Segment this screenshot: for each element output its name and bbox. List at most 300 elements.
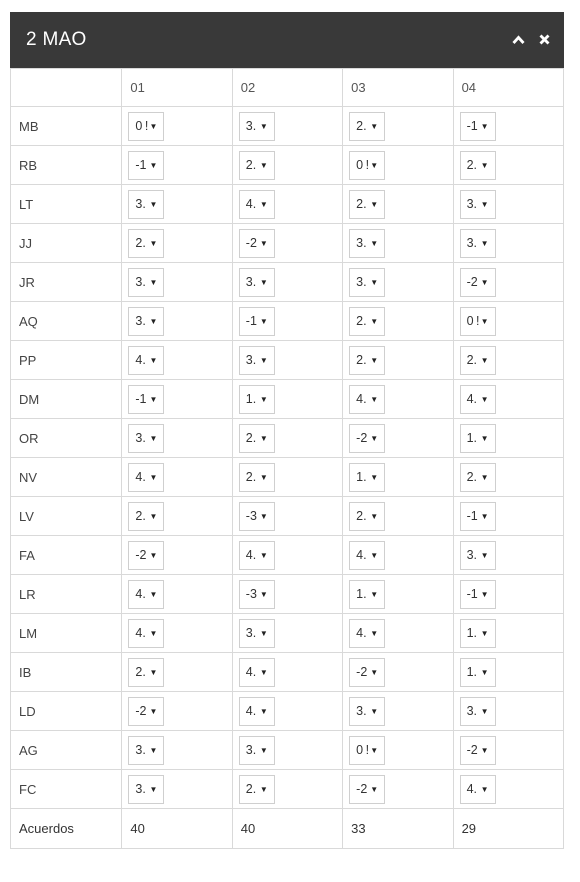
score-cell	[232, 536, 342, 575]
score-select-value: 2.	[356, 119, 367, 133]
score-select[interactable]	[128, 736, 164, 765]
score-cell	[122, 107, 232, 146]
score-select[interactable]	[460, 775, 496, 804]
score-cell	[453, 536, 563, 575]
score-select-value: -2	[466, 275, 478, 289]
score-select[interactable]	[239, 151, 275, 180]
dropdown-arrow-icon: ▼	[149, 121, 158, 131]
score-cell	[122, 458, 232, 497]
score-select-value: 3.	[135, 743, 146, 757]
score-cell	[453, 419, 563, 458]
score-cell	[232, 302, 342, 341]
close-icon[interactable]	[539, 33, 550, 48]
score-cell	[122, 185, 232, 224]
score-select-value: 0 !	[466, 314, 480, 328]
dropdown-arrow-icon: ▼	[370, 199, 379, 209]
score-select[interactable]	[128, 268, 164, 297]
totals-label: Acuerdos	[11, 809, 122, 849]
score-select-value: 4.	[245, 197, 257, 211]
score-select-value: -1	[135, 158, 147, 172]
row-label: JR	[11, 263, 122, 302]
score-select[interactable]	[239, 619, 275, 648]
score-select[interactable]	[460, 112, 496, 141]
dropdown-arrow-icon: ▼	[149, 433, 158, 443]
dropdown-arrow-icon: ▼	[370, 550, 379, 560]
row-label: LT	[11, 185, 122, 224]
column-header: 02	[232, 69, 342, 107]
dropdown-arrow-icon: ▼	[370, 628, 379, 638]
row-label: AQ	[11, 302, 122, 341]
score-cell	[343, 497, 453, 536]
totals-row	[11, 809, 564, 849]
score-select[interactable]	[460, 619, 496, 648]
score-cell	[122, 575, 232, 614]
score-select[interactable]	[460, 463, 496, 492]
score-select[interactable]	[128, 619, 164, 648]
chevron-up-icon[interactable]	[512, 33, 525, 48]
dropdown-arrow-icon: ▼	[259, 433, 268, 443]
row-label: FC	[11, 770, 122, 809]
score-select[interactable]	[460, 736, 496, 765]
dropdown-arrow-icon: ▼	[149, 745, 158, 755]
dropdown-arrow-icon: ▼	[370, 706, 379, 716]
score-cell	[343, 224, 453, 263]
dropdown-arrow-icon: ▼	[259, 589, 268, 599]
score-cell	[453, 575, 563, 614]
dropdown-arrow-icon: ▼	[149, 589, 158, 599]
score-select-value: 2.	[245, 470, 257, 484]
score-select[interactable]	[349, 736, 385, 765]
score-cell	[343, 341, 453, 380]
score-cell	[453, 731, 563, 770]
score-cell	[232, 692, 342, 731]
dropdown-arrow-icon: ▼	[259, 199, 268, 209]
row-label: MB	[11, 107, 122, 146]
score-cell	[453, 770, 563, 809]
score-select[interactable]	[239, 541, 275, 570]
score-select-value: 1.	[466, 665, 477, 679]
score-select[interactable]	[349, 268, 385, 297]
table-row	[11, 692, 564, 731]
dropdown-arrow-icon: ▼	[259, 277, 268, 287]
score-cell	[122, 770, 232, 809]
score-select[interactable]	[128, 151, 164, 180]
score-cell	[343, 380, 453, 419]
column-header: 04	[453, 69, 563, 107]
score-select[interactable]	[128, 307, 164, 336]
score-select-value: 4.	[356, 626, 367, 640]
score-select-value: 3.	[135, 197, 146, 211]
score-select[interactable]	[239, 268, 275, 297]
score-cell	[343, 146, 453, 185]
score-select[interactable]	[128, 775, 164, 804]
score-cell	[232, 224, 342, 263]
score-select[interactable]	[460, 190, 496, 219]
score-select[interactable]	[239, 190, 275, 219]
row-label: LR	[11, 575, 122, 614]
score-cell	[232, 185, 342, 224]
header-actions	[512, 33, 550, 48]
dropdown-arrow-icon: ▼	[149, 355, 158, 365]
score-cell	[453, 224, 563, 263]
score-select-value: -2	[245, 236, 257, 250]
table-row	[11, 146, 564, 185]
dropdown-arrow-icon: ▼	[370, 745, 379, 755]
score-cell	[122, 380, 232, 419]
score-cell	[453, 341, 563, 380]
dropdown-arrow-icon: ▼	[259, 472, 268, 482]
dropdown-arrow-icon: ▼	[480, 745, 489, 755]
score-select-value: -2	[135, 704, 147, 718]
score-cell	[232, 653, 342, 692]
score-select-value: 3.	[466, 197, 477, 211]
score-select-value: -2	[135, 548, 147, 562]
score-select[interactable]	[460, 697, 496, 726]
dropdown-arrow-icon: ▼	[259, 550, 268, 560]
score-select-value: 4.	[356, 548, 367, 562]
score-cell	[122, 419, 232, 458]
score-select-value: 4.	[356, 392, 367, 406]
table-row	[11, 107, 564, 146]
score-select[interactable]	[128, 385, 164, 414]
dropdown-arrow-icon: ▼	[259, 316, 268, 326]
score-select-value: 0 !	[356, 743, 370, 757]
score-cell	[122, 731, 232, 770]
row-label: PP	[11, 341, 122, 380]
score-select-value: 2.	[245, 158, 257, 172]
dropdown-arrow-icon: ▼	[370, 667, 379, 677]
score-select[interactable]	[349, 346, 385, 375]
score-cell	[232, 770, 342, 809]
dropdown-arrow-icon: ▼	[480, 394, 489, 404]
row-label: OR	[11, 419, 122, 458]
score-select-value: -1	[466, 509, 478, 523]
score-select[interactable]	[349, 658, 385, 687]
dropdown-arrow-icon: ▼	[370, 394, 379, 404]
dropdown-arrow-icon: ▼	[259, 706, 268, 716]
row-label: RB	[11, 146, 122, 185]
score-cell	[232, 458, 342, 497]
score-select[interactable]	[239, 580, 275, 609]
score-select-value: 2.	[135, 665, 146, 679]
score-select-value: -1	[466, 587, 478, 601]
total-value: 40	[232, 809, 342, 849]
score-cell	[453, 497, 563, 536]
dropdown-arrow-icon: ▼	[370, 589, 379, 599]
score-select-value: -3	[245, 509, 257, 523]
dropdown-arrow-icon: ▼	[480, 706, 489, 716]
score-select[interactable]	[349, 307, 385, 336]
dropdown-arrow-icon: ▼	[480, 238, 489, 248]
score-cell	[453, 146, 563, 185]
score-select[interactable]	[460, 268, 496, 297]
total-value: 29	[453, 809, 563, 849]
score-select[interactable]	[239, 502, 275, 531]
score-select[interactable]	[460, 541, 496, 570]
score-cell	[343, 458, 453, 497]
score-cell	[232, 419, 342, 458]
dropdown-arrow-icon: ▼	[370, 784, 379, 794]
score-cell	[453, 302, 563, 341]
dropdown-arrow-icon: ▼	[149, 394, 158, 404]
score-cell	[343, 614, 453, 653]
score-select[interactable]	[128, 502, 164, 531]
score-cell	[453, 458, 563, 497]
score-select[interactable]	[239, 424, 275, 453]
score-select-value: 3.	[135, 275, 146, 289]
score-cell	[343, 692, 453, 731]
score-select[interactable]	[460, 580, 496, 609]
table-row	[11, 380, 564, 419]
total-value: 40	[122, 809, 232, 849]
dropdown-arrow-icon: ▼	[149, 472, 158, 482]
dropdown-arrow-icon: ▼	[259, 394, 268, 404]
score-cell	[122, 146, 232, 185]
dropdown-arrow-icon: ▼	[149, 199, 158, 209]
score-select[interactable]	[128, 229, 164, 258]
score-cell	[232, 575, 342, 614]
score-select-value: 4.	[135, 626, 146, 640]
score-cell	[343, 185, 453, 224]
dropdown-arrow-icon: ▼	[149, 316, 158, 326]
score-select[interactable]	[349, 541, 385, 570]
score-select[interactable]	[460, 229, 496, 258]
dropdown-arrow-icon: ▼	[370, 355, 379, 365]
dropdown-arrow-icon: ▼	[370, 160, 379, 170]
score-cell	[343, 107, 453, 146]
score-select[interactable]	[460, 151, 496, 180]
dropdown-arrow-icon: ▼	[149, 277, 158, 287]
score-select[interactable]	[349, 775, 385, 804]
dropdown-arrow-icon: ▼	[480, 628, 489, 638]
score-select-value: 3.	[245, 275, 257, 289]
dropdown-arrow-icon: ▼	[370, 316, 379, 326]
score-select-value: 1.	[356, 470, 367, 484]
dropdown-arrow-icon: ▼	[259, 511, 268, 521]
dropdown-arrow-icon: ▼	[480, 472, 489, 482]
score-select-value: 2.	[466, 353, 477, 367]
score-cell	[343, 536, 453, 575]
dropdown-arrow-icon: ▼	[370, 472, 379, 482]
score-select[interactable]	[349, 229, 385, 258]
score-cell	[232, 380, 342, 419]
dropdown-arrow-icon: ▼	[259, 667, 268, 677]
row-label: AG	[11, 731, 122, 770]
row-label: JJ	[11, 224, 122, 263]
score-select[interactable]	[128, 424, 164, 453]
score-select-value: -2	[356, 431, 368, 445]
dropdown-arrow-icon: ▼	[370, 433, 379, 443]
score-select-value: 3.	[245, 743, 257, 757]
dropdown-arrow-icon: ▼	[480, 277, 489, 287]
score-cell	[453, 380, 563, 419]
table-row	[11, 653, 564, 692]
score-select-value: 2.	[356, 314, 367, 328]
dropdown-arrow-icon: ▼	[149, 550, 158, 560]
score-select[interactable]	[349, 424, 385, 453]
score-select-value: 4.	[245, 704, 257, 718]
dropdown-arrow-icon: ▼	[480, 121, 489, 131]
score-select[interactable]	[128, 112, 164, 141]
score-select-value: 1.	[466, 431, 477, 445]
dropdown-arrow-icon: ▼	[149, 160, 158, 170]
table-row	[11, 497, 564, 536]
score-select-value: 3.	[135, 314, 146, 328]
panel-title: 2 MAO	[26, 29, 87, 50]
table-row	[11, 731, 564, 770]
row-label: LM	[11, 614, 122, 653]
score-select[interactable]	[128, 541, 164, 570]
row-label: LV	[11, 497, 122, 536]
score-cell	[122, 224, 232, 263]
score-select-value: -1	[135, 392, 147, 406]
dropdown-arrow-icon: ▼	[259, 160, 268, 170]
score-select-value: 3.	[466, 236, 477, 250]
score-select[interactable]	[239, 385, 275, 414]
score-select[interactable]	[128, 658, 164, 687]
score-select[interactable]	[460, 307, 496, 336]
score-cell	[343, 731, 453, 770]
score-cell	[232, 263, 342, 302]
score-select[interactable]	[239, 112, 275, 141]
score-cell	[122, 692, 232, 731]
dropdown-arrow-icon: ▼	[149, 667, 158, 677]
score-select-value: 2.	[245, 782, 257, 796]
score-select[interactable]	[349, 112, 385, 141]
score-cell	[122, 497, 232, 536]
score-select-value: 0 !	[135, 119, 149, 133]
header-corner-cell	[11, 69, 122, 107]
dropdown-arrow-icon: ▼	[259, 121, 268, 131]
score-select-value: 2.	[466, 158, 477, 172]
table-row	[11, 575, 564, 614]
score-select[interactable]	[460, 385, 496, 414]
score-cell	[453, 614, 563, 653]
score-select-value: -2	[466, 743, 478, 757]
score-cell	[232, 497, 342, 536]
score-select-value: 2.	[356, 509, 367, 523]
score-select-value: 2.	[135, 509, 146, 523]
score-select[interactable]	[349, 619, 385, 648]
row-label: LD	[11, 692, 122, 731]
row-label: NV	[11, 458, 122, 497]
score-select-value: 2.	[245, 431, 257, 445]
dropdown-arrow-icon: ▼	[149, 784, 158, 794]
score-select[interactable]	[239, 463, 275, 492]
dropdown-arrow-icon: ▼	[149, 238, 158, 248]
score-select-value: 4.	[135, 587, 146, 601]
score-select[interactable]	[349, 190, 385, 219]
dropdown-arrow-icon: ▼	[480, 316, 489, 326]
score-select[interactable]	[349, 385, 385, 414]
score-select[interactable]	[128, 190, 164, 219]
dropdown-arrow-icon: ▼	[480, 355, 489, 365]
total-value: 33	[343, 809, 453, 849]
table-row	[11, 770, 564, 809]
dropdown-arrow-icon: ▼	[370, 121, 379, 131]
score-select-value: -1	[466, 119, 478, 133]
score-select-value: -1	[245, 314, 257, 328]
panel-header	[10, 12, 564, 68]
score-select-value: -3	[245, 587, 257, 601]
score-select[interactable]	[239, 229, 275, 258]
dropdown-arrow-icon: ▼	[480, 667, 489, 677]
score-select[interactable]	[349, 697, 385, 726]
score-select-value: 1.	[356, 587, 367, 601]
score-select[interactable]	[349, 580, 385, 609]
row-label: IB	[11, 653, 122, 692]
score-select-value: 2.	[466, 470, 477, 484]
score-select[interactable]	[128, 346, 164, 375]
score-select[interactable]	[239, 658, 275, 687]
score-select[interactable]	[349, 463, 385, 492]
score-cell	[232, 107, 342, 146]
dropdown-arrow-icon: ▼	[149, 706, 158, 716]
dropdown-arrow-icon: ▼	[259, 355, 268, 365]
score-select[interactable]	[239, 307, 275, 336]
table-row	[11, 302, 564, 341]
score-cell	[453, 107, 563, 146]
score-select[interactable]	[128, 580, 164, 609]
score-select-value: -2	[356, 665, 368, 679]
score-select[interactable]	[349, 151, 385, 180]
score-select[interactable]	[460, 502, 496, 531]
dropdown-arrow-icon: ▼	[480, 784, 489, 794]
table-row	[11, 224, 564, 263]
dropdown-arrow-icon: ▼	[370, 511, 379, 521]
dropdown-arrow-icon: ▼	[480, 199, 489, 209]
score-cell	[343, 419, 453, 458]
score-cell	[232, 731, 342, 770]
score-select-value: 2.	[356, 353, 367, 367]
dropdown-arrow-icon: ▼	[480, 160, 489, 170]
score-select[interactable]	[460, 658, 496, 687]
table-row	[11, 458, 564, 497]
score-cell	[122, 536, 232, 575]
score-select-value: 2.	[135, 236, 146, 250]
score-select-value: 1.	[466, 626, 477, 640]
score-select[interactable]	[460, 346, 496, 375]
score-select-value: 4.	[245, 665, 257, 679]
dropdown-arrow-icon: ▼	[480, 511, 489, 521]
score-select[interactable]	[128, 463, 164, 492]
score-select-value: 3.	[245, 119, 257, 133]
table-header-row	[11, 69, 564, 107]
score-cell	[343, 263, 453, 302]
score-cell	[343, 770, 453, 809]
score-select[interactable]	[239, 346, 275, 375]
score-select-value: 3.	[356, 704, 367, 718]
score-cell	[343, 302, 453, 341]
score-cell	[122, 302, 232, 341]
score-select[interactable]	[349, 502, 385, 531]
panel	[10, 12, 564, 849]
dropdown-arrow-icon: ▼	[480, 433, 489, 443]
table-row	[11, 536, 564, 575]
score-select[interactable]	[239, 775, 275, 804]
dropdown-arrow-icon: ▼	[370, 238, 379, 248]
score-select[interactable]	[239, 736, 275, 765]
row-label: DM	[11, 380, 122, 419]
score-select-value: 3.	[466, 548, 477, 562]
dropdown-arrow-icon: ▼	[259, 784, 268, 794]
score-select[interactable]	[128, 697, 164, 726]
table-row	[11, 185, 564, 224]
score-select[interactable]	[460, 424, 496, 453]
score-select-value: 4.	[245, 548, 257, 562]
score-select-value: 3.	[135, 782, 146, 796]
score-select[interactable]	[239, 697, 275, 726]
